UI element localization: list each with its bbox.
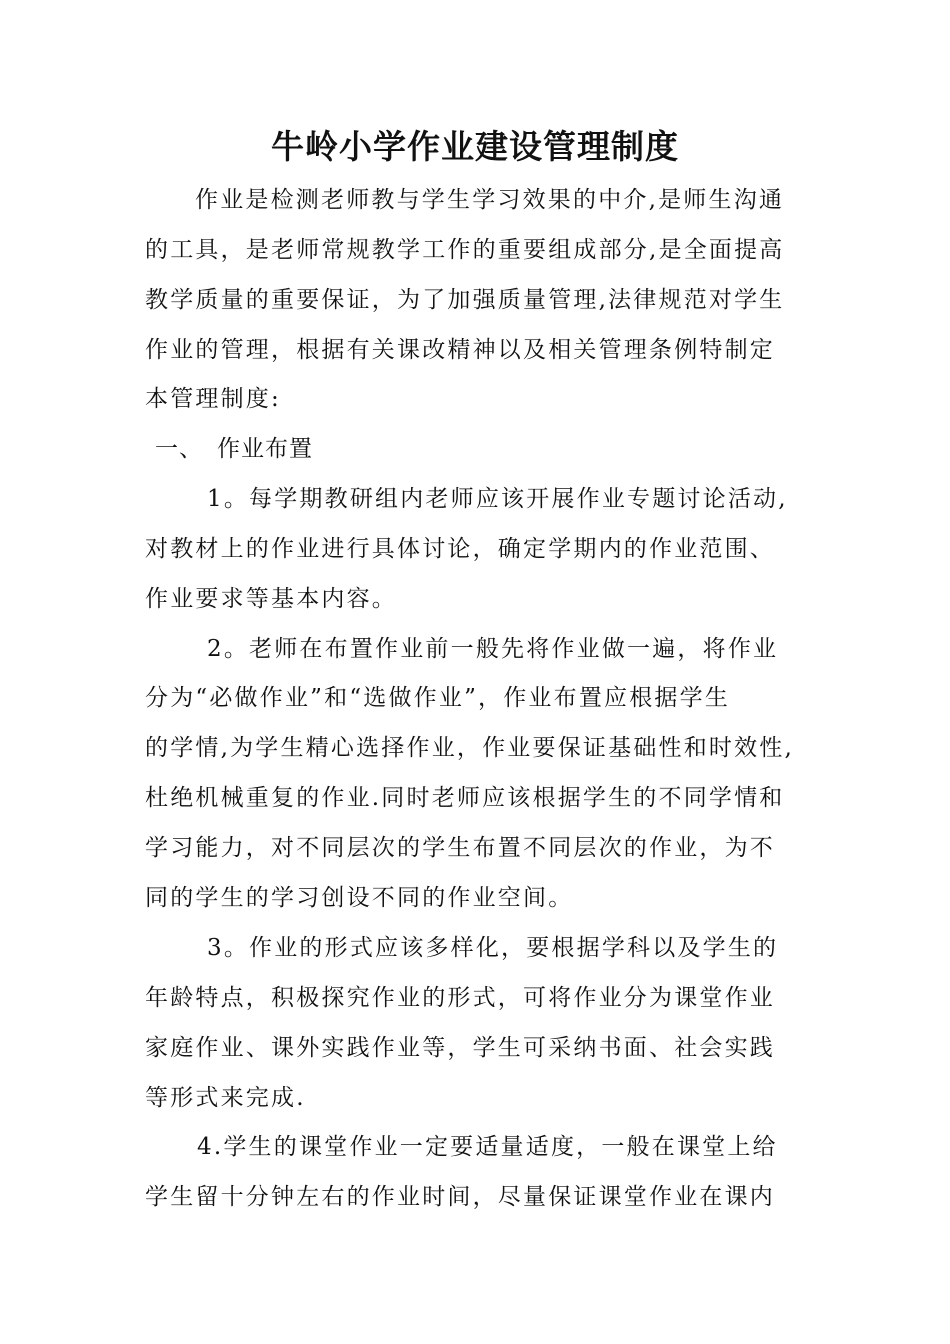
section-heading: [155, 431, 313, 467]
item2-line-4: 杜绝机械重复的作业.同时老师应该根据学生的不同学情和: [145, 785, 785, 811]
item3-line-1: 3。作业的形式应该多样化，要根据学科以及学生的: [207, 935, 779, 961]
intro-line-2: 的工具，是老师常规教学工作的重要组成部分,是全面提高: [145, 237, 785, 263]
item1-line-2: 对教材上的作业进行具体讨论，确定学期内的作业范围、: [145, 536, 775, 562]
intro-line-5: 本管理制度:: [145, 386, 281, 412]
intro-line-1: 作业是检测老师教与学生学习效果的中介,是师生沟通: [195, 187, 785, 213]
item3-line-4: 等形式来完成.: [145, 1085, 306, 1111]
item2-line-5: 学习能力，对不同层次的学生布置不同层次的作业，为不: [145, 835, 775, 861]
item2-line-2: 分为“必做作业”和“选做作业”，作业布置应根据学生: [145, 685, 731, 711]
item2-line-3: 的学情,为学生精心选择作业，作业要保证基础性和时效性,: [145, 735, 795, 761]
section-number: 一、: [155, 436, 203, 462]
document-title: 牛岭小学作业建设管理制度: [271, 127, 679, 166]
intro-line-4: 作业的管理，根据有关课改精神以及相关管理条例特制定: [145, 337, 775, 363]
item1-line-1: 1。每学期教研组内老师应该开展作业专题讨论活动,: [207, 486, 788, 512]
item3-line-3: 家庭作业、课外实践作业等，学生可采纳书面、社会实践: [145, 1035, 775, 1061]
section-heading-text: 作业布置: [217, 436, 313, 462]
item4-line-2: 学生留十分钟左右的作业时间，尽量保证课堂作业在课内: [145, 1184, 775, 1210]
item2-line-1: 2。老师在布置作业前一般先将作业做一遍，将作业: [207, 636, 779, 662]
item2-line-6: 同的学生的学习创设不同的作业空间。: [145, 885, 574, 911]
item1-line-3: 作业要求等基本内容。: [145, 586, 397, 612]
item4-line-1: 4.学生的课堂作业一定要适量适度，一般在课堂上给: [197, 1134, 778, 1160]
intro-line-3: 教学质量的重要保证，为了加强质量管理,法律规范对学生: [145, 287, 785, 313]
item3-line-2: 年龄特点，积极探究作业的形式，可将作业分为课堂作业: [145, 985, 775, 1011]
